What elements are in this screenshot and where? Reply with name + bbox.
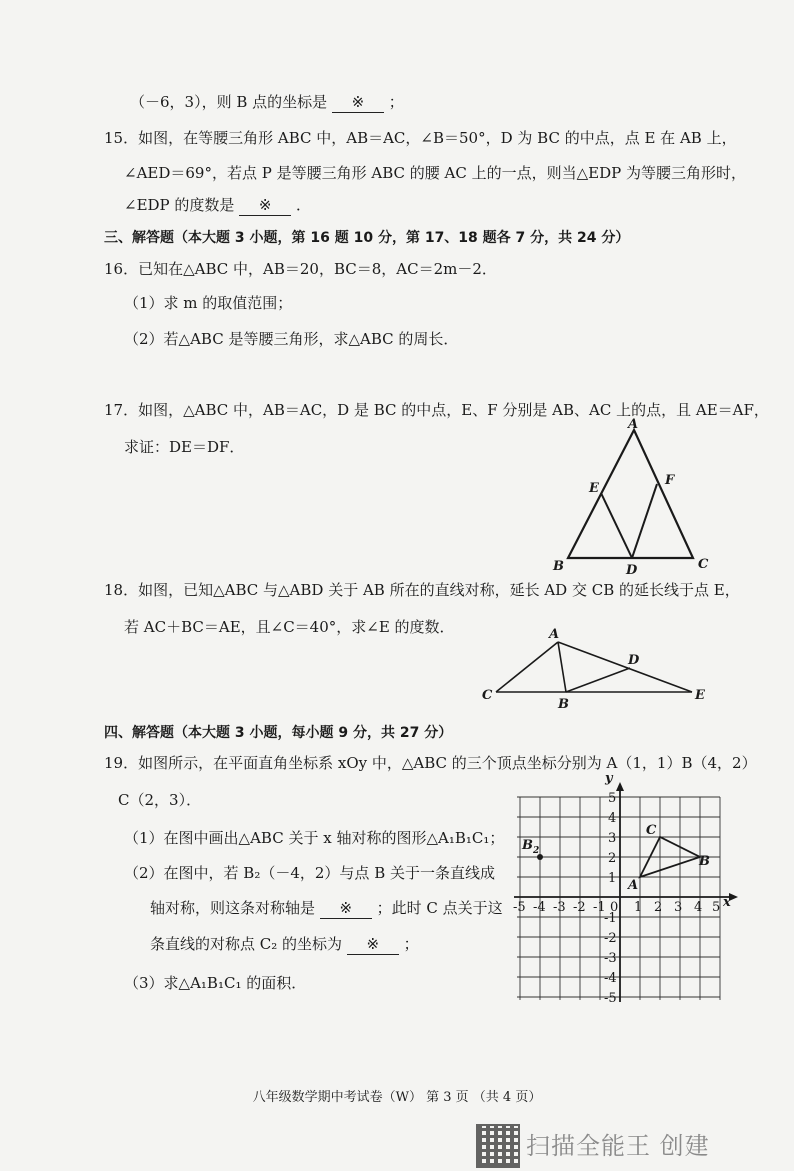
svg-text:0: 0 <box>610 900 619 915</box>
label-d: D <box>628 653 640 668</box>
answer-blank: ※ <box>320 898 372 919</box>
y-tick-labels <box>604 791 617 1006</box>
svg-text:5: 5 <box>712 900 721 915</box>
q15-line1: 15．如图，在等腰三角形 ABC 中，AB＝AC，∠B＝50°，D 为 BC 的中点，点 E 在 AB 上， <box>104 129 737 147</box>
svg-text:-4: -4 <box>533 900 546 915</box>
watermark: 扫描全能王 创建 <box>526 1132 710 1160</box>
svg-text:-4: -4 <box>604 971 617 986</box>
label-b: B <box>553 559 564 574</box>
svg-text:4: 4 <box>694 900 703 915</box>
q19-part3: （3）求△A₁B₁C₁ 的面积． <box>124 974 307 992</box>
svg-text:2: 2 <box>608 851 617 866</box>
label-f: F <box>665 473 675 488</box>
svg-text:1: 1 <box>608 871 617 886</box>
label-e: E <box>589 481 599 496</box>
svg-text:-3: -3 <box>553 900 566 915</box>
label-e: E <box>695 688 705 703</box>
svg-text:-2: -2 <box>604 931 617 946</box>
svg-text:-5: -5 <box>604 991 617 1006</box>
q16-part1: （1）求 m 的取值范围； <box>124 294 293 312</box>
label-c: C <box>482 688 493 703</box>
y-axis-arrow <box>616 782 624 791</box>
q19-part2-line2: 轴对称，则这条对称轴是 ※ ；此时 C 点关于这 <box>150 899 503 917</box>
section-3-heading: 三、解答题（本大题 3 小题，第 16 题 10 分，第 17、18 题各 7 分，共 24 分） <box>104 230 630 246</box>
svg-text:-1: -1 <box>593 900 606 915</box>
section-4-heading: 四、解答题（本大题 3 小题，每小题 9 分，共 27 分） <box>104 725 453 741</box>
point-a-label: A <box>628 878 639 893</box>
q19-part1: （1）在图中画出△ABC 关于 x 轴对称的图形△A₁B₁C₁； <box>124 829 505 847</box>
q18-stem: 18．如图，已知△ABC 与△ABD 关于 AB 所在的直线对称，延长 AD 交 CB 的延长线于点 E， <box>104 581 740 599</box>
svg-text:-2: -2 <box>573 900 586 915</box>
y-axis-label: y <box>605 771 613 786</box>
svg-text:-1: -1 <box>604 911 617 926</box>
label-a: A <box>549 627 560 642</box>
svg-text:-3: -3 <box>604 951 617 966</box>
q19-stem-c: C（2，3）． <box>118 791 202 809</box>
page-footer: 八年级数学期中考试卷（W） 第 3 页 （共 4 页） <box>252 1090 542 1105</box>
point-b-label: B <box>699 854 710 869</box>
q18-condition: 若 AC＋BC＝AE，且∠C＝40°，求∠E 的度数． <box>124 618 455 636</box>
point-c-label: C <box>646 823 657 838</box>
q15-line3: ∠EDP 的度数是 ※ ． <box>124 196 311 214</box>
svg-text:-5: -5 <box>513 900 526 915</box>
label-a: A <box>628 417 639 432</box>
label-b: B <box>558 697 569 712</box>
svg-text:4: 4 <box>608 811 617 826</box>
grid-lines <box>517 797 720 1000</box>
q19-part2-line1: （2）在图中，若 B₂（－4，2）与点 B 关于一条直线成 <box>124 864 495 882</box>
q17-prove: 求证：DE＝DF． <box>124 438 245 456</box>
qr-code-icon <box>476 1124 520 1168</box>
svg-text:5: 5 <box>608 791 617 806</box>
answer-blank: ※ <box>332 92 384 113</box>
q16-part2: （2）若△ABC 是等腰三角形，求△ABC 的周长． <box>124 330 459 348</box>
svg-text:3: 3 <box>608 831 617 846</box>
q16-stem: 16．已知在△ABC 中，AB＝20，BC＝8，AC＝2m－2． <box>104 260 497 278</box>
q19-stem: 19．如图所示，在平面直角坐标系 xOy 中，△ABC 的三个顶点坐标分别为 A（1，1）B（4，2） <box>104 754 757 772</box>
label-c: C <box>698 557 709 572</box>
label-d: D <box>626 563 638 578</box>
x-axis-label: x <box>723 895 731 910</box>
line-q14-end: （－6，3），则 B 点的坐标是 ※ ； <box>130 93 404 111</box>
q17-stem: 17．如图，△ABC 中，AB＝AC，D 是 BC 的中点，E、F 分别是 AB、AC 上的点，且 AE＝AF， <box>104 401 769 419</box>
point-b2-label: $B_2$ <box>522 838 540 856</box>
svg-text:3: 3 <box>674 900 683 915</box>
q19-part2-line3: 条直线的对称点 C₂ 的坐标为 ※ ； <box>150 935 419 953</box>
svg-text:2: 2 <box>654 900 663 915</box>
svg-text:1: 1 <box>634 900 643 915</box>
q15-line2: ∠AED＝69°，若点 P 是等腰三角形 ABC 的腰 AC 上的一点，则当△EDP 为等腰三角形时， <box>124 164 746 182</box>
answer-blank: ※ <box>347 934 399 955</box>
answer-blank: ※ <box>239 195 291 216</box>
